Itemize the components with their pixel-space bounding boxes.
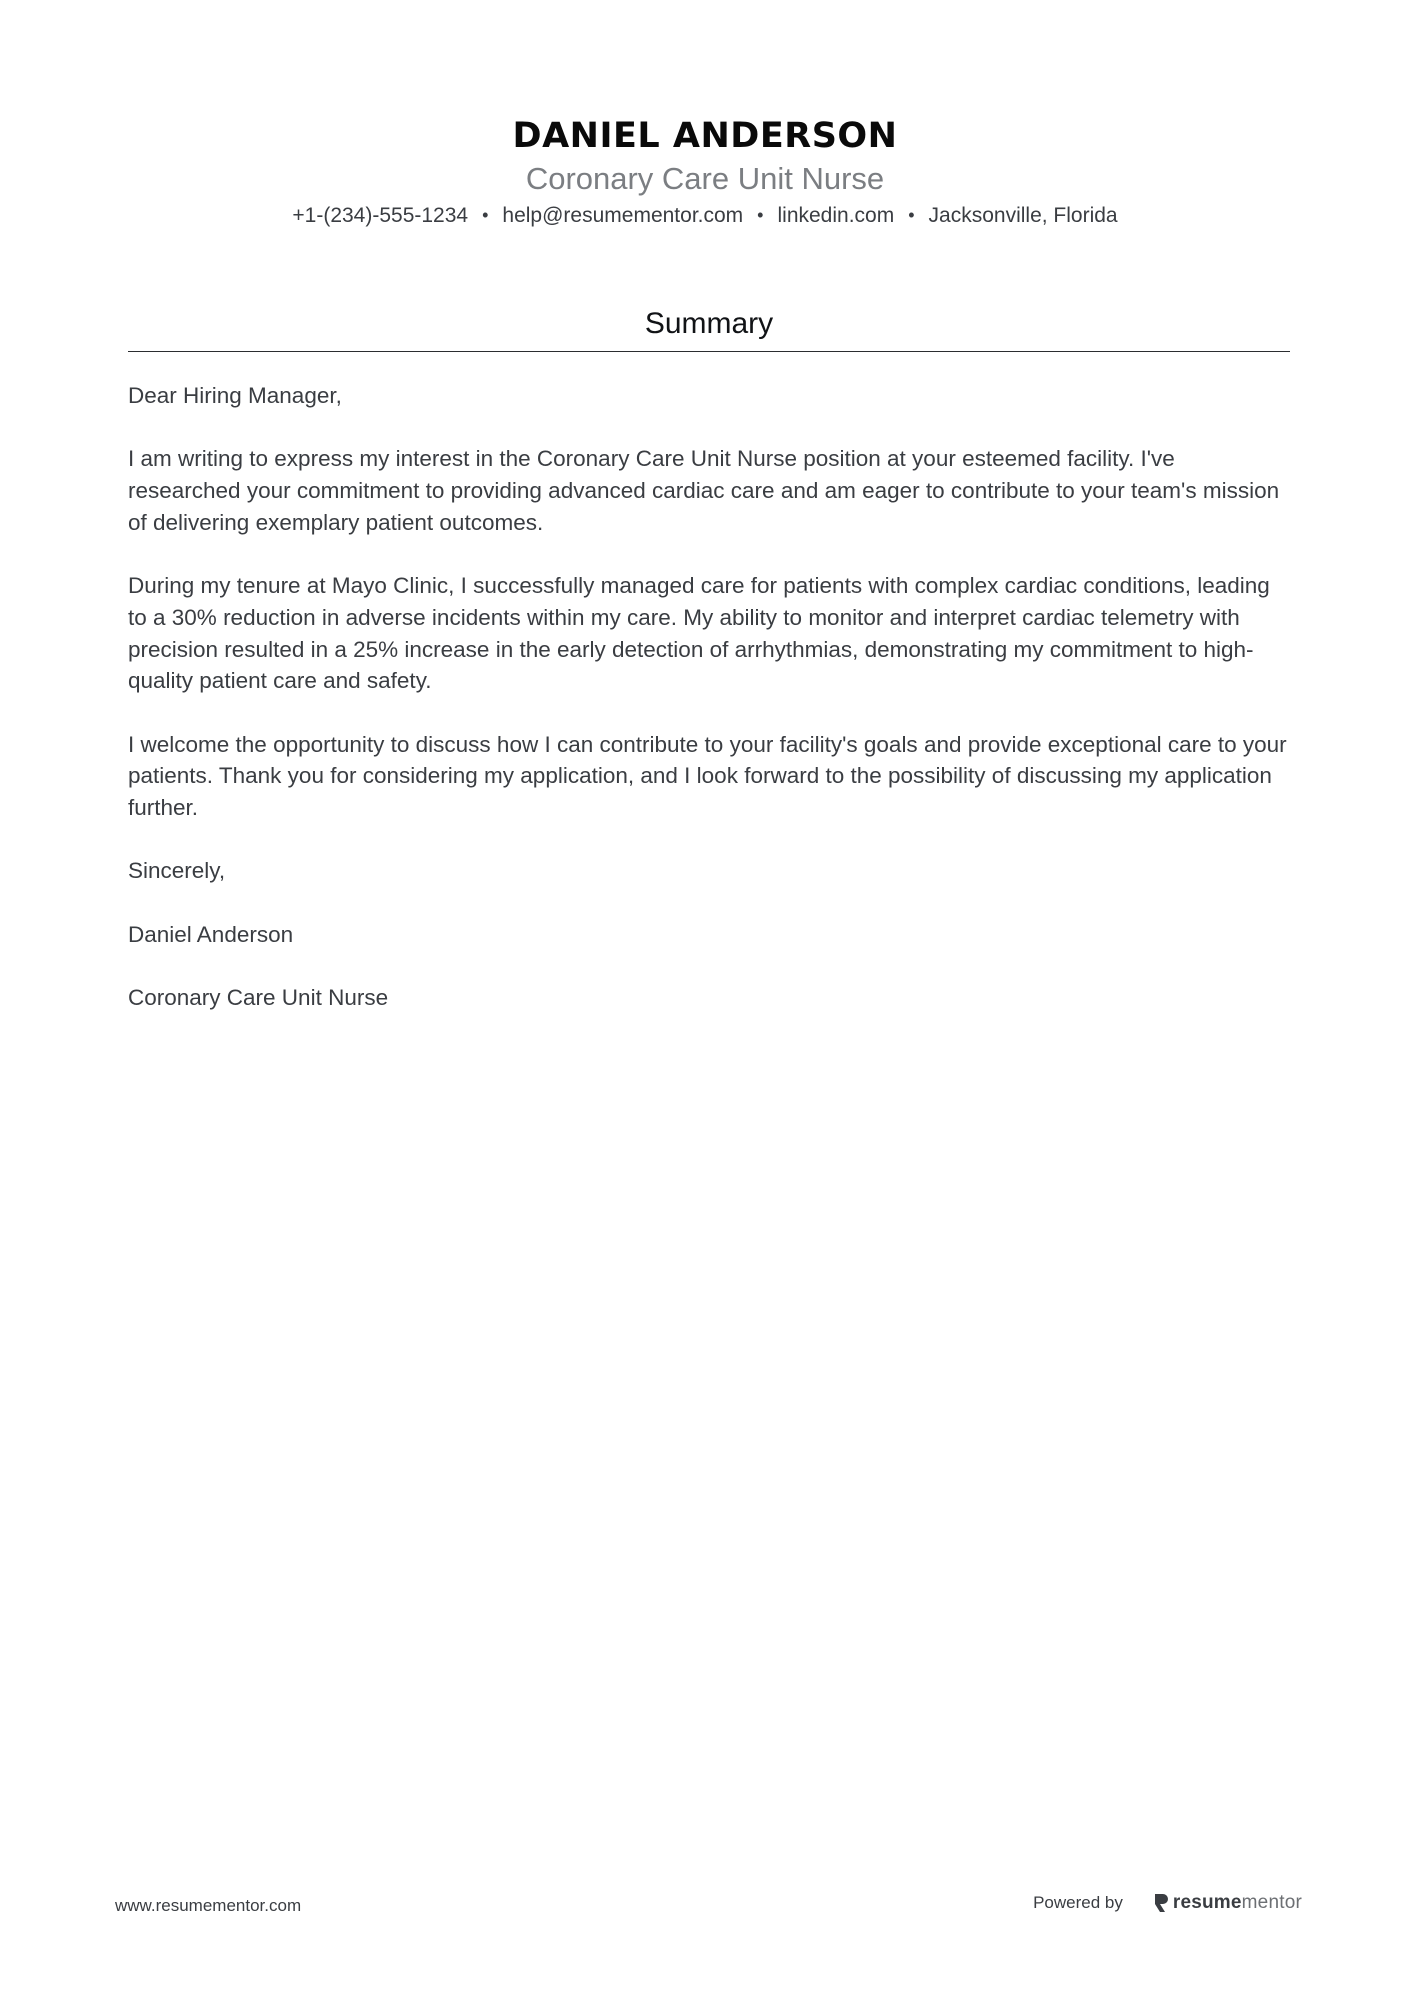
letter-paragraph-3: I welcome the opportunity to discuss how I can contribute to your facility's goals and provide exceptional care to your patients. Thank you for considering my application, and I look forward to the possibility of discussing my application further. bbox=[128, 731, 1287, 821]
brand-name-part2: mentor bbox=[1241, 1892, 1302, 1913]
applicant-title: Coronary Care Unit Nurse bbox=[525, 161, 885, 196]
header bbox=[0, 112, 1410, 231]
brand-logo bbox=[1153, 1892, 1302, 1914]
resumementor-logo-icon bbox=[1153, 1893, 1169, 1913]
signature-title: Coronary Care Unit Nurse bbox=[128, 985, 389, 1011]
contact-separator: • bbox=[757, 205, 764, 225]
contact-linkedin: linkedin.com bbox=[777, 204, 895, 227]
contact-email: help@resumementor.com bbox=[502, 204, 744, 227]
letter-closing: Sincerely, bbox=[128, 858, 226, 884]
letter-paragraph-1: I am writing to express my interest in the Coronary Care Unit Nurse position at your esteemed facility. I've researched your commitment to providing advanced cardiac care and am eager to contribute to your team's mission of delivering exemplary patient outcomes. bbox=[128, 446, 1280, 535]
letter-body bbox=[128, 380, 1290, 1046]
contact-phone: +1-(234)-555-1234 bbox=[292, 204, 469, 227]
applicant-name: DANIEL ANDERSON bbox=[512, 116, 898, 156]
footer-website: www.resumementor.com bbox=[115, 1896, 302, 1915]
contact-location: Jacksonville, Florida bbox=[928, 204, 1118, 227]
contact-separator: • bbox=[908, 205, 915, 225]
contact-line bbox=[0, 201, 1410, 231]
powered-by-label: Powered by bbox=[1033, 1893, 1123, 1912]
signature-name: Daniel Anderson bbox=[128, 921, 294, 947]
section-divider bbox=[128, 351, 1290, 352]
contact-separator: • bbox=[482, 205, 489, 225]
letter-paragraph-2: During my tenure at Mayo Clinic, I successfully managed care for patients with complex cardiac conditions, leading to a 30% reduction in adverse incidents within my care. My ability to monitor and interpret cardiac telemetry with precision resulted in a 25% increase in the early detection of arrhythmias, demonstrating my commitment to high-quality patient care and safety. bbox=[128, 573, 1270, 694]
brand-name-part1: resume bbox=[1172, 1892, 1242, 1913]
letter-salutation: Dear Hiring Manager, bbox=[128, 383, 342, 408]
footer-branding bbox=[1033, 1888, 1302, 1918]
section-title: Summary bbox=[644, 307, 774, 340]
